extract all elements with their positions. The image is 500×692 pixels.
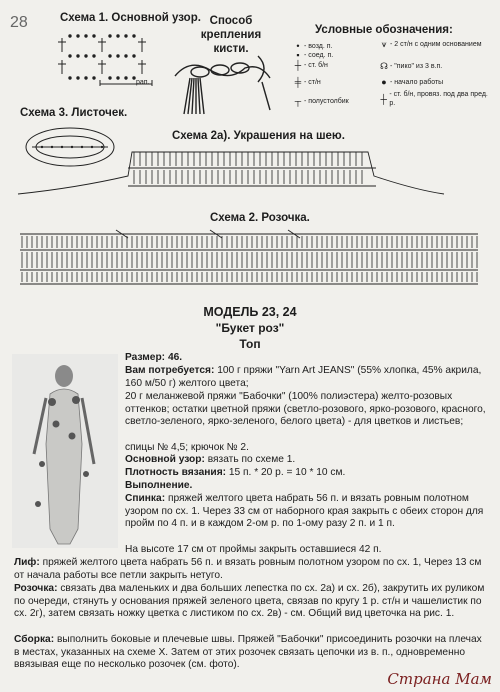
materials-yarn: 20 г меланжевой пряжи "Бабочки" (100% полиэстера) желто-розовых оттенков; остатки цветной пряжи (светло-розового, ярко-розового, красного, светло-зеленого, ярко-зеленого, белого цвета) - для цветков и листьев;: [125, 391, 486, 428]
scheme-2a-title: Схема 2а). Украшения на шею.: [172, 130, 345, 142]
scheme-2-title: Схема 2. Розочка.: [210, 212, 310, 224]
rose-section: Розочка: связать два маленьких и два больших лепестка по сх. 2а) и сх. 2б), закрутить их руликом по очереди, стянуть у основания пряжей зеленого цвета, связав по кругу 1 р. ст/н и чашелистик по сх. 2г), затем связать ножку цветка с листиком по сх. 2в) - см. Общий вид цветочка на рис. 1.: [14, 583, 485, 620]
materials-tools: спицы № 4,5; крючок № 2.: [125, 442, 249, 453]
legend-item: ┼ - ст. б/н: [292, 61, 328, 70]
materials-line: Вам потребуется: 100 г пряжи "Yarn Art JEANS" (55% хлопка, 45% акрила, 160 м/50 г) желтого цвета;: [125, 365, 482, 389]
tassel-title: Способ крепления кисти.: [200, 15, 262, 55]
model-name: "Букет роз": [215, 321, 285, 335]
model-photo: [12, 354, 118, 548]
scheme-1-rap-label: рап.: [136, 79, 150, 86]
back-section-end: На высоте 17 см от проймы закрыть оставшиеся 42 п.: [125, 544, 382, 555]
legend-item: ╪ - ст/н: [292, 78, 321, 87]
slip-stitch-icon: ▪: [296, 50, 300, 60]
scheme-2-rose-diagram: [18, 224, 480, 290]
chain-stitch-icon: •: [296, 41, 300, 51]
tassel-diagram: [170, 48, 280, 120]
two-dc-one-base-icon: ⩛: [381, 39, 387, 49]
single-crochet-icon: ┼: [294, 60, 302, 70]
scheme-1-title: Схема 1. Основной узор.: [60, 12, 201, 24]
legend-item: ┬ - полустолбик: [292, 97, 349, 106]
model-title: МОДЕЛЬ 23, 24: [0, 305, 500, 319]
scheme-2a-diagram: [16, 146, 448, 202]
legend-item: ⩛ - 2 ст/н с одним основанием: [378, 40, 490, 49]
execution-heading: Выполнение.: [125, 480, 193, 491]
size-line: Размер: 46.: [125, 352, 183, 363]
pattern-line: Основной узор: вязать по схеме 1.: [125, 454, 296, 465]
density-line: Плотность вязания: 15 п. * 20 р. = 10 * 10 см.: [125, 467, 346, 478]
model-type: Топ: [239, 337, 261, 351]
watermark: Страна Мам: [387, 670, 492, 688]
legend-item: • - возд. п.: [292, 42, 333, 51]
sc-under-two-icon: ┼: [380, 93, 387, 104]
page-number: 28: [10, 14, 28, 31]
scheme-3-title: Схема 3. Листочек.: [20, 107, 128, 119]
legend-item: ☊ - "пико" из 3 в.п.: [380, 61, 443, 71]
legend-title: Условные обозначения:: [315, 24, 453, 36]
start-icon: ●: [381, 77, 387, 87]
front-section: Лиф: пряжей желтого цвета набрать 56 п. и вязать ровным полотном узором по сх. 1, Через 13 см от начала работы все петли закрыть нетуго.: [14, 557, 482, 581]
legend-item: ┼ - ст. б/н, провяз. под два пред. р.: [378, 90, 490, 108]
legend-right: [378, 40, 490, 130]
assembly-section: Сборка: выполнить боковые и плечевые швы. Пряжей "Бабочки" присоединить розочки на плечах в местах, указанных на схеме Х. Затем от этих розочек связать цепочки из в. п., одновременно ввязывая еще по несколько розочек (см. фото).: [14, 634, 482, 671]
double-crochet-icon: ╪: [294, 77, 302, 87]
legend-item: ● - начало работы: [378, 78, 443, 87]
back-section: Спинка: пряжей желтого цвета набрать 56 п. и вязать ровным полотном узором по сх. 1. Через 33 см от наборного края закрыть с обеих сторон для пройм по 4 п. и в каждом 2-ом р. по 1-ому разу 2 п. и 1 п.: [125, 493, 484, 530]
half-double-icon: ┬: [294, 96, 302, 106]
legend-item: ▪ - соед. п.: [292, 51, 333, 60]
legend-left: [292, 42, 382, 112]
picot-icon: ☊: [380, 61, 388, 71]
